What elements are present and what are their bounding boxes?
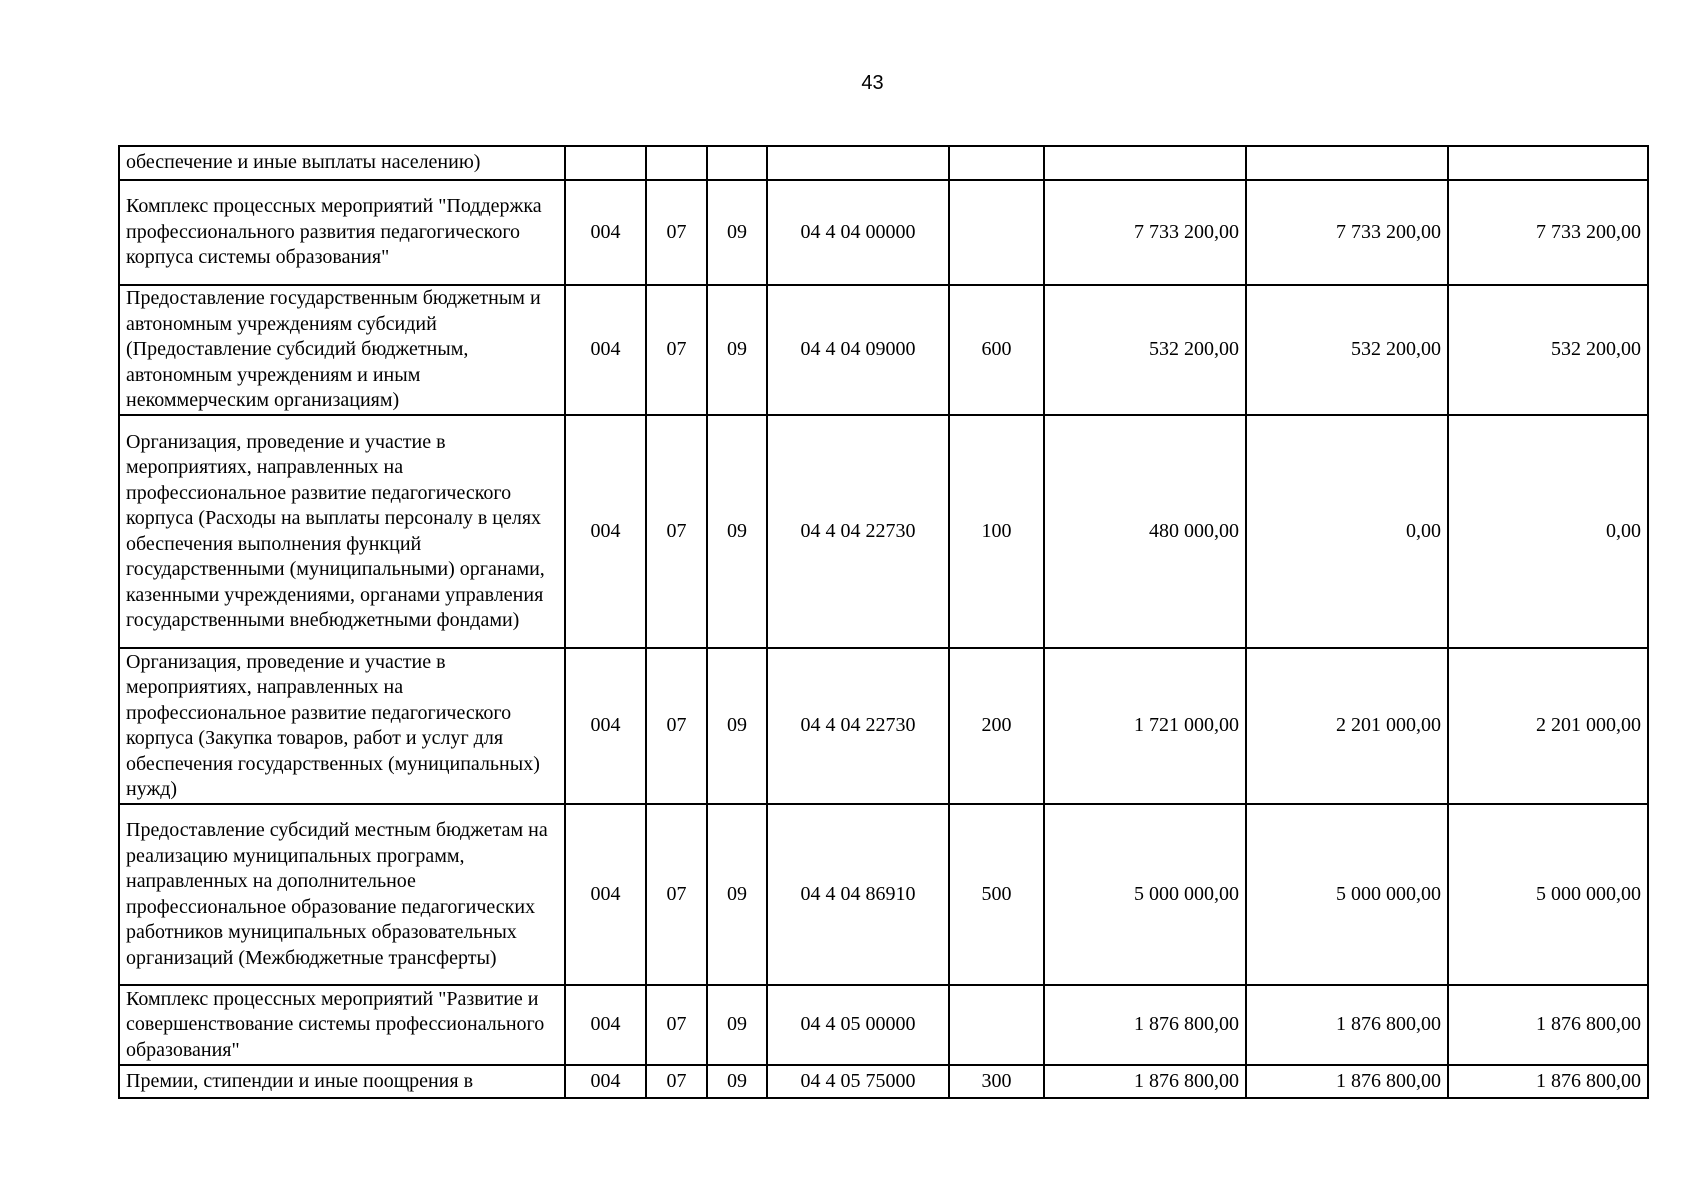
row-name: Организация, проведение и участие в мероприятиях, направленных на профессиональное развитие педагогического корпуса (Закупка товаров, работ и услуг для обеспечения государственных (муниципальных) нужд) bbox=[119, 648, 565, 804]
amount-year-3: 532 200,00 bbox=[1448, 285, 1648, 415]
amount-year-2: 5 000 000,00 bbox=[1246, 804, 1448, 985]
table-row bbox=[119, 415, 1648, 648]
row-name: обеспечение и иные выплаты населению) bbox=[119, 146, 565, 180]
amount-year-1: 532 200,00 bbox=[1044, 285, 1246, 415]
section-code bbox=[646, 146, 707, 180]
amount-year-2 bbox=[1246, 146, 1448, 180]
budget-table bbox=[118, 145, 1649, 1099]
table-row bbox=[119, 146, 1648, 180]
target-article-code: 04 4 05 00000 bbox=[767, 985, 949, 1065]
amount-year-2: 1 876 800,00 bbox=[1246, 985, 1448, 1065]
expense-type-code: 200 bbox=[949, 648, 1044, 804]
subsection-code: 09 bbox=[707, 415, 767, 648]
subsection-code: 09 bbox=[707, 285, 767, 415]
ministry-code: 004 bbox=[565, 180, 646, 285]
row-name: Предоставление субсидий местным бюджетам на реализацию муниципальных программ, направленных на дополнительное профессиональное образование педагогических работников муниципальных образовательных организаций (Межбюджетные трансферты) bbox=[119, 804, 565, 985]
target-article-code: 04 4 04 09000 bbox=[767, 285, 949, 415]
table-row bbox=[119, 180, 1648, 285]
expense-type-code bbox=[949, 146, 1044, 180]
expense-type-code bbox=[949, 180, 1044, 285]
amount-year-3: 1 876 800,00 bbox=[1448, 1065, 1648, 1098]
table-row bbox=[119, 1065, 1648, 1098]
ministry-code: 004 bbox=[565, 285, 646, 415]
row-name: Комплекс процессных мероприятий "Поддержка профессионального развития педагогического корпуса системы образования" bbox=[119, 180, 565, 285]
amount-year-3: 2 201 000,00 bbox=[1448, 648, 1648, 804]
subsection-code: 09 bbox=[707, 985, 767, 1065]
row-name: Организация, проведение и участие в мероприятиях, направленных на профессиональное развитие педагогического корпуса (Расходы на выплаты персоналу в целях обеспечения выполнения функций государственными (муниципальными) органами, казенными учреждениями, органами управления государственными внебюджетными фондами) bbox=[119, 415, 565, 648]
table-row bbox=[119, 804, 1648, 985]
amount-year-3: 1 876 800,00 bbox=[1448, 985, 1648, 1065]
target-article-code bbox=[767, 146, 949, 180]
target-article-code: 04 4 04 86910 bbox=[767, 804, 949, 985]
amount-year-1: 7 733 200,00 bbox=[1044, 180, 1246, 285]
row-name: Премии, стипендии и иные поощрения в bbox=[119, 1065, 565, 1098]
row-name: Комплекс процессных мероприятий "Развитие и совершенствование системы профессионального образования" bbox=[119, 985, 565, 1065]
amount-year-1: 5 000 000,00 bbox=[1044, 804, 1246, 985]
amount-year-1: 1 876 800,00 bbox=[1044, 985, 1246, 1065]
section-code: 07 bbox=[646, 1065, 707, 1098]
section-code: 07 bbox=[646, 648, 707, 804]
section-code: 07 bbox=[646, 415, 707, 648]
subsection-code: 09 bbox=[707, 180, 767, 285]
ministry-code: 004 bbox=[565, 1065, 646, 1098]
amount-year-3: 0,00 bbox=[1448, 415, 1648, 648]
amount-year-2: 7 733 200,00 bbox=[1246, 180, 1448, 285]
target-article-code: 04 4 04 22730 bbox=[767, 648, 949, 804]
target-article-code: 04 4 04 00000 bbox=[767, 180, 949, 285]
amount-year-1 bbox=[1044, 146, 1246, 180]
amount-year-1: 1 721 000,00 bbox=[1044, 648, 1246, 804]
table-row bbox=[119, 985, 1648, 1065]
expense-type-code: 500 bbox=[949, 804, 1044, 985]
section-code: 07 bbox=[646, 804, 707, 985]
amount-year-2: 532 200,00 bbox=[1246, 285, 1448, 415]
section-code: 07 bbox=[646, 180, 707, 285]
subsection-code: 09 bbox=[707, 648, 767, 804]
ministry-code: 004 bbox=[565, 804, 646, 985]
expense-type-code: 600 bbox=[949, 285, 1044, 415]
ministry-code: 004 bbox=[565, 415, 646, 648]
table-row bbox=[119, 648, 1648, 804]
row-name: Предоставление государственным бюджетным и автономным учреждениям субсидий (Предоставление субсидий бюджетным, автономным учреждениям и иным некоммерческим организациям) bbox=[119, 285, 565, 415]
section-code: 07 bbox=[646, 285, 707, 415]
target-article-code: 04 4 04 22730 bbox=[767, 415, 949, 648]
amount-year-2: 0,00 bbox=[1246, 415, 1448, 648]
expense-type-code: 100 bbox=[949, 415, 1044, 648]
amount-year-2: 2 201 000,00 bbox=[1246, 648, 1448, 804]
amount-year-3: 5 000 000,00 bbox=[1448, 804, 1648, 985]
amount-year-2: 1 876 800,00 bbox=[1246, 1065, 1448, 1098]
amount-year-1: 1 876 800,00 bbox=[1044, 1065, 1246, 1098]
subsection-code bbox=[707, 146, 767, 180]
subsection-code: 09 bbox=[707, 1065, 767, 1098]
subsection-code: 09 bbox=[707, 804, 767, 985]
amount-year-3 bbox=[1448, 146, 1648, 180]
amount-year-3: 7 733 200,00 bbox=[1448, 180, 1648, 285]
target-article-code: 04 4 05 75000 bbox=[767, 1065, 949, 1098]
expense-type-code bbox=[949, 985, 1044, 1065]
table-row bbox=[119, 285, 1648, 415]
section-code: 07 bbox=[646, 985, 707, 1065]
amount-year-1: 480 000,00 bbox=[1044, 415, 1246, 648]
ministry-code: 004 bbox=[565, 985, 646, 1065]
page-number: 43 bbox=[861, 72, 884, 94]
ministry-code: 004 bbox=[565, 648, 646, 804]
ministry-code bbox=[565, 146, 646, 180]
expense-type-code: 300 bbox=[949, 1065, 1044, 1098]
